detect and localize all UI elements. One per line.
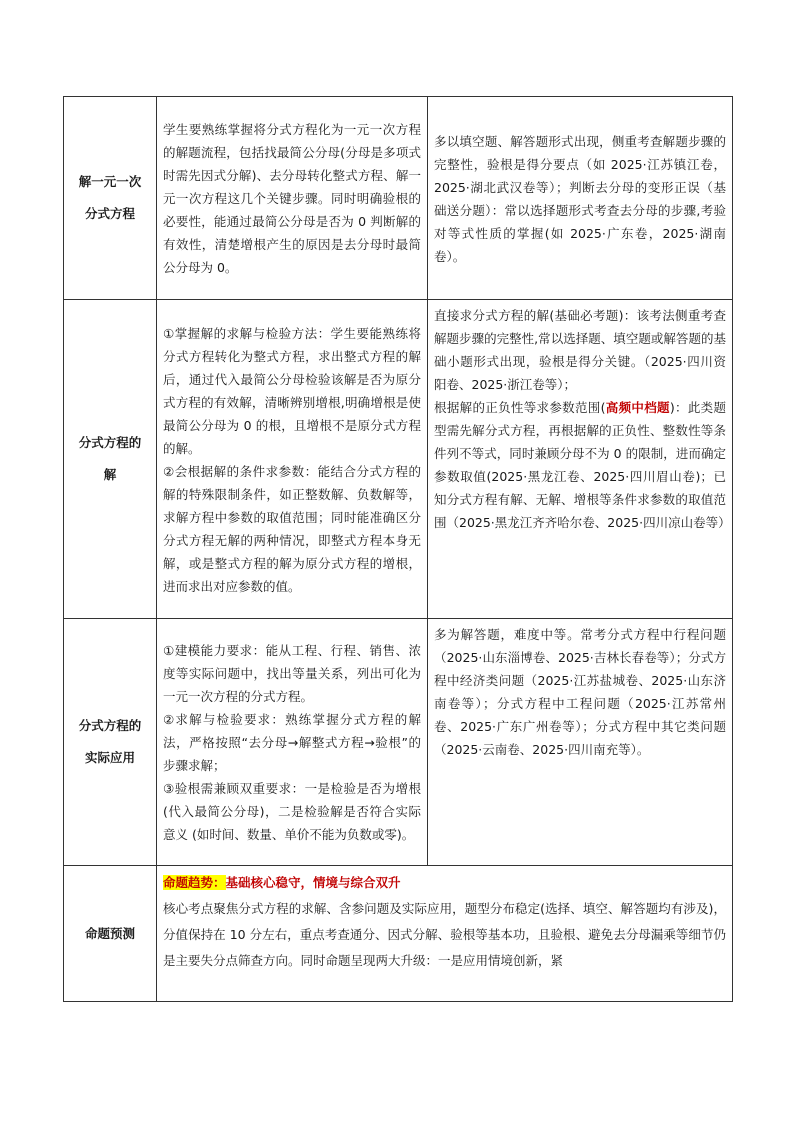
table-row: [64, 619, 733, 866]
row-heading-line: 解一元一次: [78, 174, 142, 189]
exam-text-part: 根据解的正负性等求参数范围(: [434, 400, 606, 415]
table-row: [64, 97, 733, 300]
requirement-cell: [157, 300, 428, 619]
requirement-point: ②会根据解的条件求参数：能结合分式方程的解的特殊限制条件，如正整数解、负数解等，求解方程中参数的取值范围；同时能准确区分分式方程无解的两种情况，即整式方程本身无解，或是整式方程的解为原分式方程的增根，进而求出对应参数的值。: [163, 463, 421, 594]
exam-text-with-tag: [434, 396, 731, 534]
row-heading-line: 命题预测: [84, 925, 135, 941]
row-heading: [64, 619, 157, 866]
requirement-text: 学生要熟练掌握将分式方程化为一元一次方程的解题流程，包括找最简公分母(分母是多项式时需先因式分解)、去分母转化整式方程、解一元一次方程这几个关键步骤。同时明确验根的必要性，能通过最简公分母是否为 0 判断解的有效性，清楚增根产生的原因是去分母时最简公分母为 0。: [163, 122, 421, 275]
table-row: [64, 300, 733, 619]
exam-text-part: )：此类题型需先解分式方程，再根据解的正负性、整数性等条件列不等式，同时兼顾分母不为 0 的限制，进而确定参数取值(2025·黑龙江卷、2025·四川眉山卷)；已知分式方程有解、无解、增根等条件求参数的取值范围（2025·黑龙江齐齐哈尔卷、2025·四川凉山卷等）: [434, 400, 731, 530]
prediction-text: 核心考点聚焦分式方程的求解、含参问题及实际应用，题型分布稳定(选择、填空、解答题均有涉及)，分值保持在 10 分左右，重点考查通分、因式分解、验根等基本功，且验根、避免去分母漏乘等细节仍是主要失分点筛查方向。同时命题呈现两大升级：一是应用情境创新，紧: [163, 901, 726, 968]
trend-text: 基础核心稳守，情境与综合双升: [225, 875, 401, 890]
exam-cell: [428, 619, 733, 866]
exam-cell: [428, 300, 733, 619]
exam-text: 多以填空题、解答题形式出现，侧重考查解题步骤的完整性，验根是得分要点（如 2025·江苏镇江卷，2025·湖北武汉卷等）；判断去分母的变形正误（基础送分题）：常以选择题形式考查去分母的步骤,考验对等式性质的掌握(如 2025·广东卷，2025·湖南卷）。: [434, 133, 726, 264]
row-heading: [64, 97, 157, 300]
requirement-cell: [157, 619, 428, 866]
requirement-point: ③验根需兼顾双重要求：一是检验是否为增根(代入最简公分母)，二是检验解是否符合实际意义 (如时间、数量、单价不能为负数或零)。: [163, 781, 421, 842]
table-row: [64, 866, 733, 1002]
frequency-tag: 高频中档题: [605, 400, 670, 415]
row-heading-line: 分式方程: [84, 206, 135, 221]
requirement-point: ①建模能力要求：能从工程、行程、销售、浓度等实际问题中，找出等量关系，列出可化为一元一次方程的分式方程。: [163, 643, 421, 704]
row-heading-line: 分式方程的: [78, 718, 142, 733]
requirement-point: ①掌握解的求解与检验方法：学生要能熟练将分式方程转化为整式方程，求出整式方程的解后，通过代入最简公分母检验该解是否为原分式方程的有效解，清晰辨别增根,明确增根是使最简公分母为 0 的根，且增根不是原分式方程的解。: [163, 325, 421, 456]
exam-cell: [428, 97, 733, 300]
requirement-cell: [157, 97, 428, 300]
trend-label: 命题趋势：: [163, 875, 226, 890]
row-heading: [64, 300, 157, 619]
exam-analysis-table: [63, 96, 733, 1002]
requirement-point: ②求解与检验要求：熟练掌握分式方程的解法，严格按照“去分母→解整式方程→验根”的步骤求解；: [163, 712, 421, 773]
exam-text: 多为解答题，难度中等。常考分式方程中行程问题（2025·山东淄博卷、2025·吉林长春卷等）；分式方程中经济类问题（2025·江苏盐城卷、2025·山东济南卷等）；分式方程中工程问题（2025·江苏常州卷、2025·广东广州卷等）；分式方程中其它类问题（2025·云南卷、2025·四川南充等）。: [434, 627, 726, 757]
exam-text: 直接求分式方程的解(基础必考题)：该考法侧重考查解题步骤的完整性,常以选择题、填空题或解答题的基础小题形式出现，验根是得分关键。（2025·四川资阳卷、2025·浙江卷等）；: [434, 308, 726, 392]
row-heading: [64, 866, 157, 1002]
row-heading-line: 分式方程的: [78, 435, 142, 450]
row-heading-line: 解: [103, 467, 117, 482]
row-heading-line: 实际应用: [84, 750, 135, 765]
prediction-cell: [157, 866, 733, 1002]
trend-line: [163, 870, 726, 896]
